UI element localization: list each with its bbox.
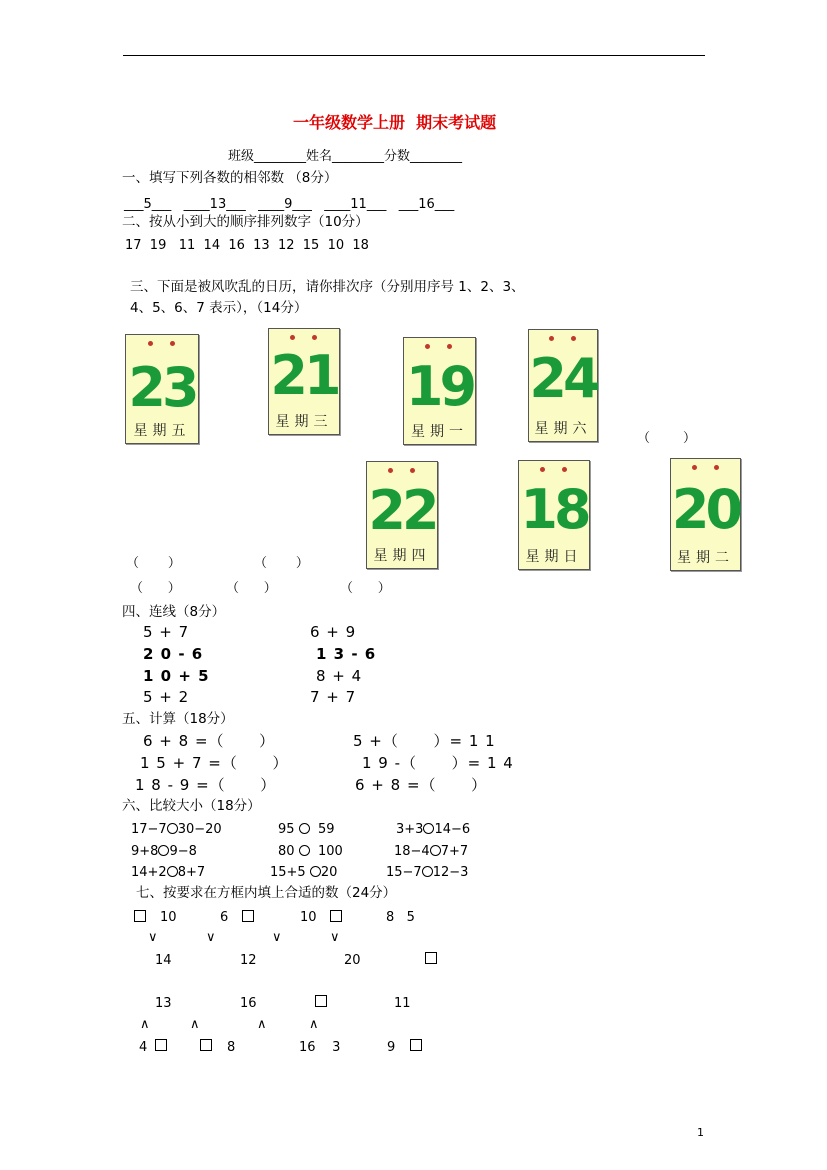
match-left-item[interactable]: 5 + 7 <box>143 623 190 641</box>
section-3-heading-line2: 4、5、6、7 表示），（14分） <box>130 300 308 316</box>
match-right-item[interactable]: 7 + 7 <box>310 688 357 706</box>
calc-item[interactable]: 1 5 + 7 =（ ） <box>140 754 289 772</box>
compare-item: 18−4 7+7 <box>394 844 469 859</box>
match-left-item[interactable]: 5 + 2 <box>143 688 190 706</box>
calendar-date: 19 <box>405 355 474 418</box>
given-number: 4 <box>139 1040 148 1055</box>
header-rule <box>123 55 705 56</box>
calendar-card <box>268 328 340 435</box>
compare-item: 15−7 12−3 <box>386 865 469 880</box>
calendar-date: 22 <box>368 479 436 542</box>
calendar-date: 21 <box>270 344 338 407</box>
page-title: 一年级数学上册 期末考试题 <box>293 113 497 132</box>
compare-circle[interactable] <box>423 823 434 834</box>
calendar-date: 20 <box>671 478 740 541</box>
given-number: 8 <box>227 1040 236 1055</box>
compare-circle[interactable] <box>422 866 433 877</box>
section-6-heading: 六、比较大小（18分） <box>122 798 261 814</box>
split-mark: ∨ <box>272 930 282 945</box>
calendar-date: 24 <box>529 347 597 410</box>
section-3-heading-line1: 三、下面是被风吹乱的日历，请你排次序（分别用序号 1、2、3、 <box>130 279 525 295</box>
compare-circle[interactable] <box>299 845 310 856</box>
student-info-line: 班级________姓名________分数________ <box>228 149 463 164</box>
calendar-card <box>366 461 438 569</box>
section-2-numbers: 17 19 11 14 16 13 12 15 10 18 <box>125 238 369 253</box>
section-1-heading: 一、填写下列各数的相邻数 （8分） <box>122 170 338 186</box>
calc-item[interactable]: 6 + 8 =（ ） <box>355 776 488 794</box>
calendar-card <box>403 337 476 445</box>
compare-circle[interactable] <box>167 866 178 877</box>
section-2-heading: 二、按从小到大的顺序排列数字（10分） <box>122 214 369 230</box>
calendar-weekday: 星期六 <box>534 421 592 437</box>
calc-item[interactable]: 6 + 8 =（ ） <box>143 732 276 750</box>
compare-circle[interactable] <box>158 845 169 856</box>
given-number: 13 <box>155 996 172 1011</box>
section-5-heading: 五、计算（18分） <box>122 711 234 727</box>
calendar-weekday: 星期二 <box>677 550 734 566</box>
answer-box[interactable] <box>315 995 327 1007</box>
answer-box[interactable] <box>410 1039 422 1051</box>
compare-item: 17−7 30−20 <box>131 822 222 837</box>
calendar-weekday: 星期四 <box>373 548 431 564</box>
match-left-item[interactable]: 1 0 + 5 <box>143 667 210 685</box>
calc-item[interactable]: 1 9 -（ ）= 1 4 <box>362 754 514 772</box>
match-left-item[interactable]: 2 0 - 6 <box>143 645 204 663</box>
given-number: 11 <box>394 996 411 1011</box>
compare-item: 80 100 <box>278 844 343 859</box>
answer-box[interactable] <box>200 1039 212 1051</box>
merge-mark: ∧ <box>309 1017 319 1032</box>
merge-mark: ∧ <box>190 1017 200 1032</box>
split-mark: ∨ <box>330 930 340 945</box>
calendar-date: 18 <box>520 478 588 541</box>
match-right-item[interactable]: 6 + 9 <box>310 623 357 641</box>
answer-blank[interactable]: （ ） <box>340 581 391 596</box>
match-right-item[interactable]: 1 3 - 6 <box>316 645 377 663</box>
answer-blank[interactable]: （ ） <box>130 581 181 596</box>
answer-blank[interactable]: （ ） <box>126 556 181 571</box>
given-number: 14 <box>155 953 172 968</box>
given-number: 10 <box>300 910 317 925</box>
compare-circle[interactable] <box>430 845 441 856</box>
calendar-weekday: 星期五 <box>133 423 191 439</box>
calendar-card <box>528 329 598 442</box>
answer-box[interactable] <box>330 910 342 922</box>
calendar-card <box>518 460 590 570</box>
given-number: 10 <box>160 910 177 925</box>
given-number: 16 3 <box>299 1040 341 1055</box>
compare-item: 9+8 9−8 <box>131 844 197 859</box>
section-1-blanks: ___5___ ____13___ ____9___ ____11___ ___16___ <box>124 197 455 212</box>
split-mark: ∨ <box>206 930 216 945</box>
split-mark: ∨ <box>148 930 158 945</box>
answer-blank[interactable]: （ ） <box>254 556 309 571</box>
calendar-card <box>125 334 199 444</box>
compare-item: 3+3 14−6 <box>396 822 471 837</box>
calendar-date: 23 <box>128 356 196 419</box>
calendar-weekday: 星期三 <box>275 414 333 430</box>
answer-box[interactable] <box>134 910 146 922</box>
match-right-item[interactable]: 8 + 4 <box>316 667 363 685</box>
compare-item: 95 59 <box>278 822 335 837</box>
given-number: 8 5 <box>386 910 415 925</box>
compare-circle[interactable] <box>167 823 178 834</box>
answer-blank[interactable]: （ ） <box>226 581 277 596</box>
answer-box[interactable] <box>425 952 437 964</box>
page-number: 1 <box>697 1126 704 1139</box>
calendar-card <box>670 458 741 571</box>
merge-mark: ∧ <box>140 1017 150 1032</box>
compare-item: 15+5 20 <box>270 865 338 880</box>
calendar-weekday: 星期日 <box>525 549 583 565</box>
merge-mark: ∧ <box>257 1017 267 1032</box>
section-7-heading: 七、按要求在方框内填上合适的数（24分） <box>136 885 397 901</box>
answer-box[interactable] <box>155 1039 167 1051</box>
given-number: 9 <box>387 1040 396 1055</box>
compare-circle[interactable] <box>299 823 310 834</box>
section-4-heading: 四、连线（8分） <box>122 604 226 620</box>
given-number: 6 <box>220 910 229 925</box>
compare-item: 14+2 8+7 <box>131 865 206 880</box>
given-number: 20 <box>344 953 361 968</box>
calc-item[interactable]: 5 +（ ）= 1 1 <box>353 732 496 750</box>
calc-item[interactable]: 1 8 - 9 =（ ） <box>135 776 277 794</box>
answer-box[interactable] <box>242 910 254 922</box>
given-number: 12 <box>240 953 257 968</box>
calendar-weekday: 星期一 <box>411 424 468 440</box>
compare-circle[interactable] <box>310 866 321 877</box>
answer-blank[interactable]: （ ） <box>637 431 697 446</box>
given-number: 16 <box>240 996 257 1011</box>
